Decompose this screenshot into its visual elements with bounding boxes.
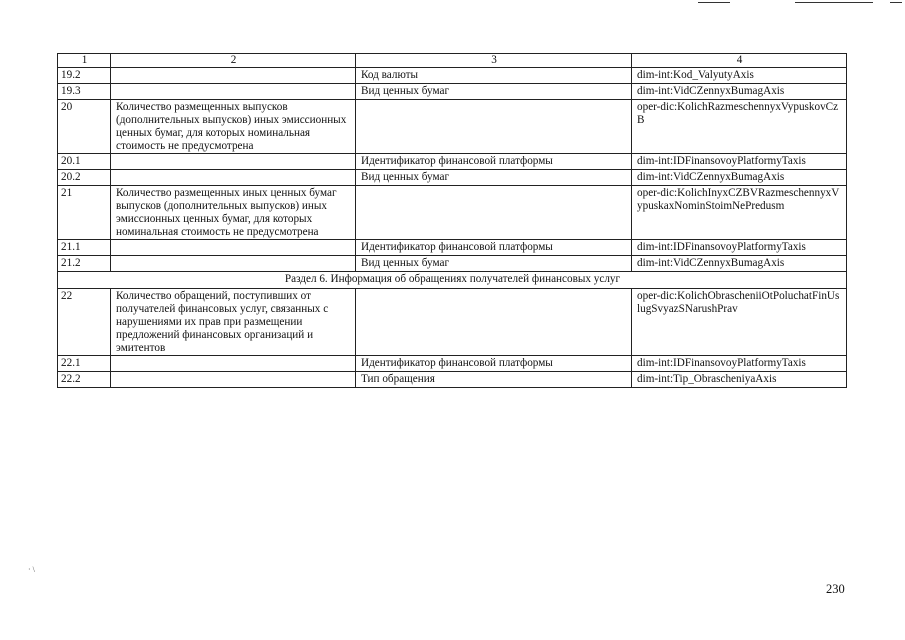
table-row [58,356,847,372]
table-row [58,289,847,356]
dimension-name [356,100,632,154]
table-row [58,170,847,186]
indicator-name [111,84,356,100]
indicator-name [111,240,356,256]
dimension-name: Тип обращения [356,372,632,388]
taxonomy-code: oper-dic:KolichObrascheniiOtPoluchatFinUslugSvyazSNarushPrav [632,289,847,356]
dimension-name: Вид ценных бумаг [356,84,632,100]
scan-mark [795,2,873,3]
taxonomy-code: oper-dic:KolichRazmeschennyxVypuskovCzB [632,100,847,154]
dimension-name: Код валюты [356,68,632,84]
table-header-row [58,54,847,68]
dimension-name: Идентификатор финансовой платформы [356,356,632,372]
row-number: 19.3 [58,84,111,100]
scan-mark [890,2,902,3]
row-number: 20.1 [58,154,111,170]
table-row [58,154,847,170]
scan-mark [698,2,730,3]
taxonomy-code: dim-int:Kod_ValyutyAxis [632,68,847,84]
dimension-name: Идентификатор финансовой платформы [356,240,632,256]
taxonomy-code: dim-int:IDFinansovoyPlatformyTaxis [632,154,847,170]
page-number: 230 [826,582,845,596]
table-row [58,186,847,240]
dimension-name [356,186,632,240]
row-number: 21.1 [58,240,111,256]
taxonomy-code: dim-int:VidCZennyxBumagAxis [632,170,847,186]
indicator-name [111,372,356,388]
column-header: 3 [356,54,632,68]
dimension-name: Вид ценных бумаг [356,170,632,186]
indicator-name [111,154,356,170]
row-number: 20 [58,100,111,154]
dimension-name: Идентификатор финансовой платформы [356,154,632,170]
indicator-name: Количество размещенных иных ценных бумаг выпусков (дополнительных выпусков) иных эмиссионных ценных бумаг, для которых номинальная стоимость не предусмотрена [111,186,356,240]
row-number: 19.2 [58,68,111,84]
table-row [58,68,847,84]
row-number: 20.2 [58,170,111,186]
row-number: 21 [58,186,111,240]
table-row [58,100,847,154]
table-row [58,240,847,256]
row-number: 21.2 [58,256,111,272]
table-row [58,256,847,272]
scan-artifact: · \ [28,565,35,574]
indicator-name [111,356,356,372]
taxonomy-code: dim-int:IDFinansovoyPlatformyTaxis [632,356,847,372]
table-row [58,84,847,100]
column-header: 1 [58,54,111,68]
indicator-table [57,53,847,388]
indicator-name [111,68,356,84]
row-number: 22.1 [58,356,111,372]
table-row [58,372,847,388]
taxonomy-code: dim-int:IDFinansovoyPlatformyTaxis [632,240,847,256]
section-row [58,272,847,289]
column-header: 2 [111,54,356,68]
dimension-name [356,289,632,356]
taxonomy-code: dim-int:VidCZennyxBumagAxis [632,256,847,272]
row-number: 22.2 [58,372,111,388]
section-title: Раздел 6. Информация об обращениях получателей финансовых услуг [58,272,847,289]
indicator-name [111,256,356,272]
column-header: 4 [632,54,847,68]
indicator-name: Количество размещенных выпусков (дополнительных выпусков) иных эмиссионных ценных бумаг, для которых номинальная стоимость не предусмотрена [111,100,356,154]
indicator-name: Количество обращений, поступивших от получателей финансовых услуг, связанных с нарушениями их прав при размещении предложений финансовых организаций и эмитентов [111,289,356,356]
row-number: 22 [58,289,111,356]
taxonomy-code: oper-dic:KolichInyxCZBVRazmeschennyxVypuskaxNominStoimNePredusm [632,186,847,240]
indicator-name [111,170,356,186]
taxonomy-code: dim-int:Tip_ObrascheniyaAxis [632,372,847,388]
dimension-name: Вид ценных бумаг [356,256,632,272]
taxonomy-code: dim-int:VidCZennyxBumagAxis [632,84,847,100]
